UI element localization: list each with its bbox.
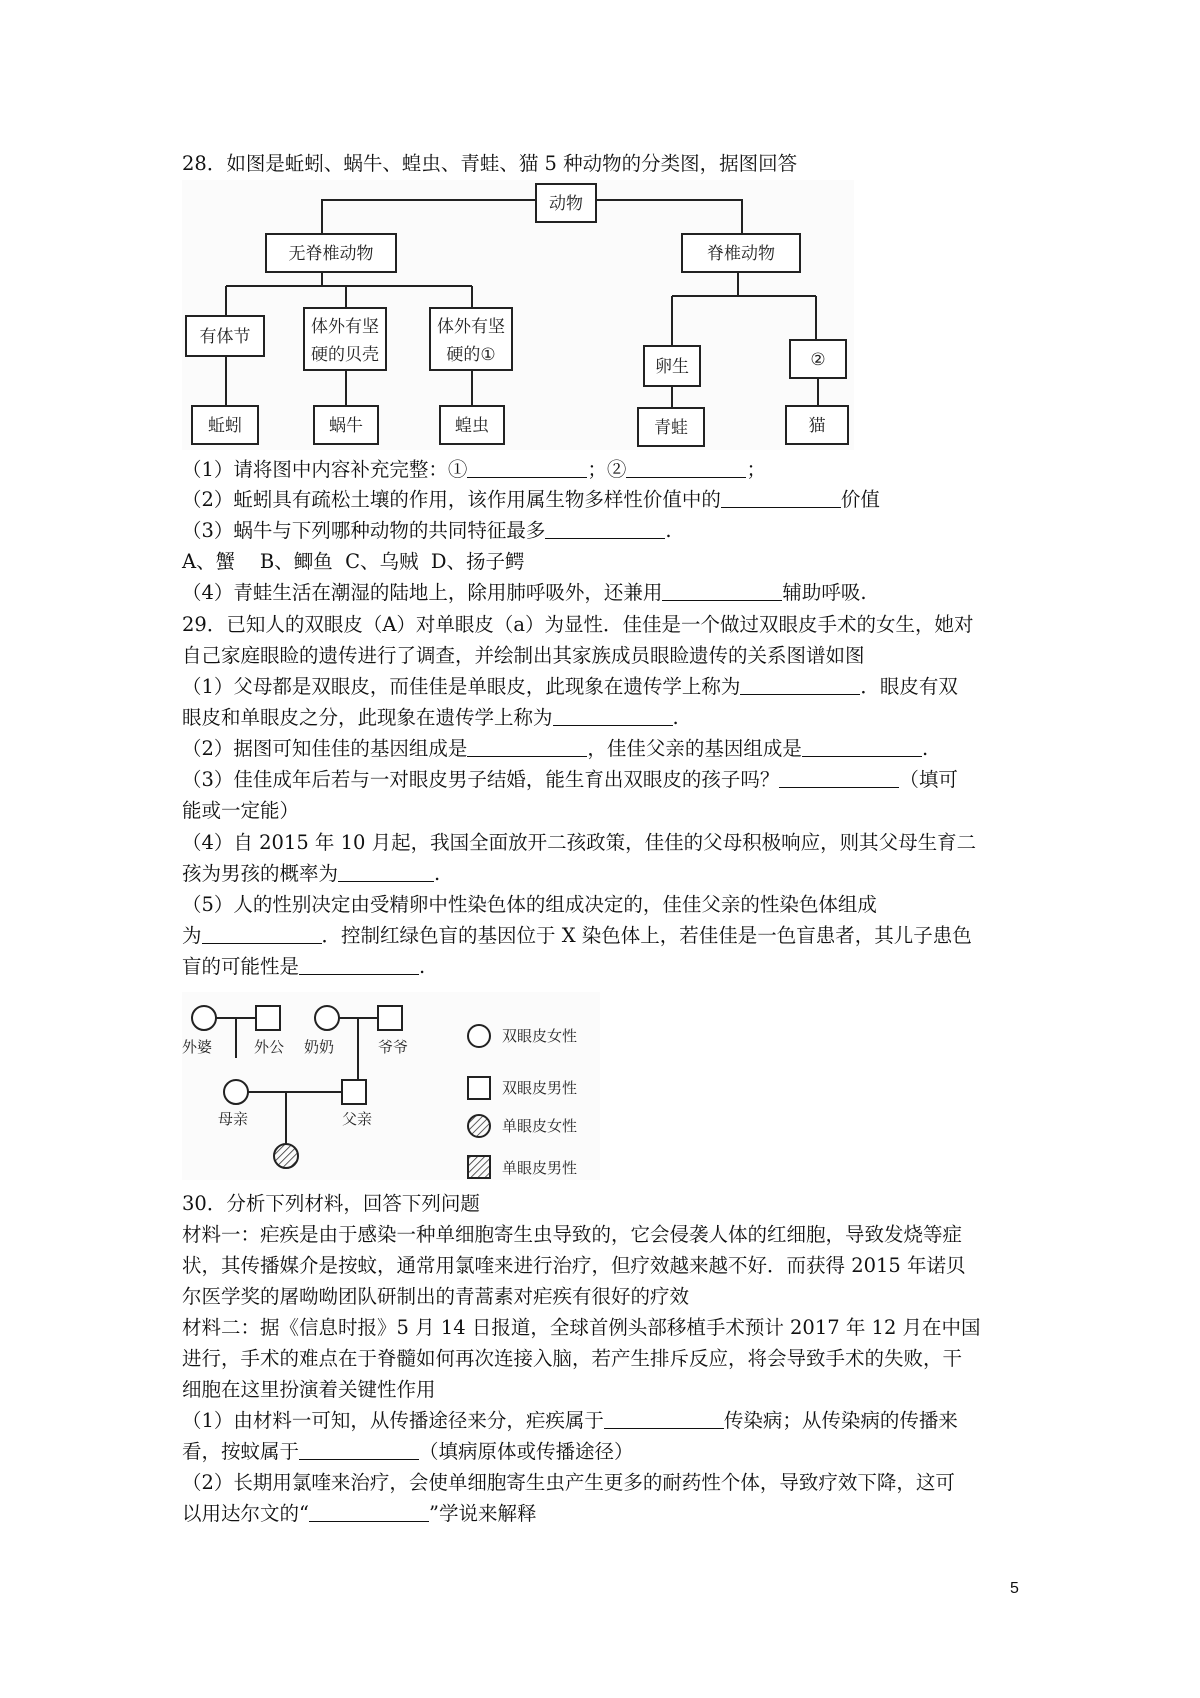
q29-p4-text-b: 孩为男孩的概率为 [182,862,339,885]
q30-material2-line3: 细胞在这里扮演着关键性作用 [182,1378,436,1401]
q28-stem: 28．如图是蚯蚓、蜗牛、蝗虫、青蛙、猫 5 种动物的分类图，据图回答 [182,152,798,175]
leaf-locust-label: 蝗虫 [455,416,489,436]
legend-label-female-double: 双眼皮女性 [502,1027,578,1045]
q29-part2 [182,734,928,764]
pedigree-figure [182,992,600,1180]
q29-blank-7[interactable] [202,923,322,944]
q28-part4 [182,578,867,608]
node-shell-label-1: 体外有坚 [311,317,379,337]
q29-part4-line1: （4）自 2015 年 10 月起，我国全面放开二孩政策，佳佳的父母积极响应，则其父母生育二 [182,831,977,854]
legend-label-female-single: 单眼皮女性 [502,1117,578,1135]
q28-blank-2[interactable] [626,457,746,478]
leaf-frog-label: 青蛙 [654,418,688,438]
grandpa-maternal-square [256,1006,280,1030]
q29-part5-line3 [182,952,425,982]
q28-part2 [182,485,880,515]
q28-blank-3[interactable] [721,487,841,508]
node-shell-label-2: 硬的贝壳 [311,345,379,365]
q28-p1-text-b: ；② [587,458,627,481]
q29-blank-2[interactable] [553,705,673,726]
q28-p4-text-a: （4）青蛙生活在潮湿的陆地上，除用肺呼吸外，还兼用 [182,581,663,604]
node-vert-label: 脊椎动物 [707,244,775,264]
legend-female-double-circle [468,1025,490,1047]
q30-material1-line2: 状，其传播媒介是按蚊，通常用氯喹来进行治疗，但疗效越来越不好．而获得 2015 年诺贝 [182,1254,966,1277]
q28-blank-1[interactable] [467,457,587,478]
q29-part5-line2 [182,921,972,951]
q29-stem-2: 自己家庭眼睑的遗传进行了调查，并绘制出其家族成员眼睑遗传的关系图谱如图 [182,644,865,667]
q29-p5-text-d: 盲的可能性是 [182,955,300,978]
q29-p1-text-a: （1）父母都是双眼皮，而佳佳是单眼皮，此现象在遗传学上称为 [182,675,741,698]
q29-part1-line2 [182,703,679,733]
q29-blank-1[interactable] [740,674,860,695]
q30-p1-text-d: （填病原体或传播途径） [419,1440,634,1463]
q28-p2-text-b: 价值 [840,488,880,511]
q29-p1-text-b: ．眼皮有双 [860,675,958,698]
q28-options: A、蟹 B、鲫鱼 C、乌贼 D、扬子鳄 [182,550,525,573]
label-grandpa-maternal: 外公 [254,1038,285,1056]
q29-part3-line2: 能或一定能） [182,799,300,822]
legend-female-single-circle [468,1115,490,1137]
q30-part2-line1: （2）长期用氯喹来治疗，会使单细胞寄生虫产生更多的耐药性个体，导致疗效下降，这可 [182,1471,955,1494]
label-grandma-paternal: 奶奶 [304,1038,335,1056]
legend-male-single-square [468,1156,490,1178]
grandpa-paternal-square [378,1006,402,1030]
q29-blank-8[interactable] [299,954,419,975]
q29-blank-6[interactable] [338,861,434,882]
legend-label-male-single: 单眼皮男性 [502,1159,578,1177]
node-egg-label: 卵生 [655,357,689,377]
label-grandpa-paternal: 爷爷 [378,1038,409,1056]
q30-p2-text-c: ”学说来解释 [428,1502,537,1525]
father-square [342,1080,366,1104]
q29-p5-text-c: ．控制红绿色盲的基因位于 X 染色体上，若佳佳是一色盲患者，其儿子患色 [321,924,972,947]
leaf-cat-label: 猫 [808,416,826,436]
q28-p1-text-a: （1）请将图中内容补充完整：① [182,458,468,481]
q29-p5-text-b: 为 [182,924,202,947]
q29-part4-line2 [182,859,440,889]
q29-stem-1: 29．已知人的双眼皮（A）对单眼皮（a）为显性．佳佳是一个做过双眼皮手术的女生，她对 [182,613,974,636]
q30-p1-text-a: （1）由材料一可知，从传播途径来分，疟疾属于 [182,1409,604,1432]
q29-p2-text-b: ，佳佳父亲的基因组成是 [587,737,802,760]
q30-blank-1[interactable] [604,1408,724,1429]
q29-p2-text-c: . [921,737,929,760]
page-number: 5 [1010,1580,1019,1597]
q30-material2-line1: 材料二：据《信息时报》5 月 14 日报道，全球首例头部移植手术预计 2017 年 12 月在中国 [182,1316,981,1339]
classification-tree-figure [182,180,854,450]
q30-stem: 30．分析下列材料，回答下列问题 [182,1192,480,1215]
classification-tree-svg [182,180,854,450]
label-grandma-maternal: 外婆 [182,1038,213,1056]
q28-p3-text-b: . [665,519,672,542]
q30-material1-line1: 材料一：疟疾是由于感染一种单细胞寄生虫导致的，它会侵袭人体的红细胞，导致发烧等症 [182,1223,963,1246]
grandma-paternal-circle [315,1006,339,1030]
q28-part3 [182,516,672,546]
leaf-earthworm-label: 蚯蚓 [208,416,242,436]
q29-part1-line1 [182,672,958,702]
q29-p4-text-c: . [434,862,441,885]
q29-p3-text-b: （填可 [899,768,958,791]
grandma-maternal-circle [192,1006,216,1030]
node-hard-label-2: 硬的① [446,345,496,365]
q30-material2-line2: 进行，手术的难点在于脊髓如何再次连接入脑，若产生排斥反应，将会导致手术的失败，干 [182,1347,963,1370]
label-mother: 母亲 [218,1110,249,1128]
mother-circle [224,1080,248,1104]
legend-label-male-double: 双眼皮男性 [502,1079,578,1097]
q29-part5-line1: （5）人的性别决定由受精卵中性染色体的组成决定的，佳佳父亲的性染色体组成 [182,893,877,916]
q29-blank-4[interactable] [802,736,922,757]
q29-p5-text-e: . [419,955,426,978]
q29-blank-3[interactable] [467,736,587,757]
q30-blank-3[interactable] [309,1501,429,1522]
q29-p1-text-d: . [672,706,679,729]
q28-part1 [182,455,766,485]
q30-p2-text-b: 以用达尔文的“ [182,1502,309,1525]
label-father: 父亲 [342,1110,373,1128]
q29-blank-5[interactable] [779,767,899,788]
q28-p1-text-c: ； [746,458,766,481]
node-two-label: ② [810,350,826,370]
q28-p3-text-a: （3）蜗牛与下列哪种动物的共同特征最多 [182,519,546,542]
q30-p1-text-b: 传染病；从传染病的传播来 [723,1409,958,1432]
q30-part1-line2 [182,1437,634,1467]
node-root-label: 动物 [549,194,583,214]
q28-p2-text-a: （2）蚯蚓具有疏松土壤的作用，该作用属生物多样性价值中的 [182,488,721,511]
q30-part1-line1 [182,1406,958,1436]
jiajia-circle [274,1144,298,1168]
q28-p4-text-b: 辅助呼吸. [782,581,867,604]
q30-material1-line3: 尔医学奖的屠呦呦团队研制出的青蒿素对疟疾有很好的疗效 [182,1285,690,1308]
q28-blank-4[interactable] [545,518,665,539]
q30-p1-text-c: 看，按蚊属于 [182,1440,300,1463]
node-invert-label: 无脊椎动物 [288,244,374,264]
q28-blank-5[interactable] [662,580,782,601]
node-seg-label: 有体节 [199,327,251,347]
q29-part3-line1 [182,765,958,795]
node-hard-label-1: 体外有坚 [437,317,505,337]
pedigree-svg [182,992,600,1180]
legend-male-double-square [468,1077,490,1099]
q29-p3-text-a: （3）佳佳成年后若与一对眼皮男子结婚，能生育出双眼皮的孩子吗？ [182,768,780,791]
q30-part2-line2 [182,1499,536,1529]
q30-blank-2[interactable] [299,1439,419,1460]
q29-p2-text-a: （2）据图可知佳佳的基因组成是 [182,737,468,760]
leaf-snail-label: 蜗牛 [329,416,363,436]
q29-p1-text-c: 眼皮和单眼皮之分，此现象在遗传学上称为 [182,706,553,729]
